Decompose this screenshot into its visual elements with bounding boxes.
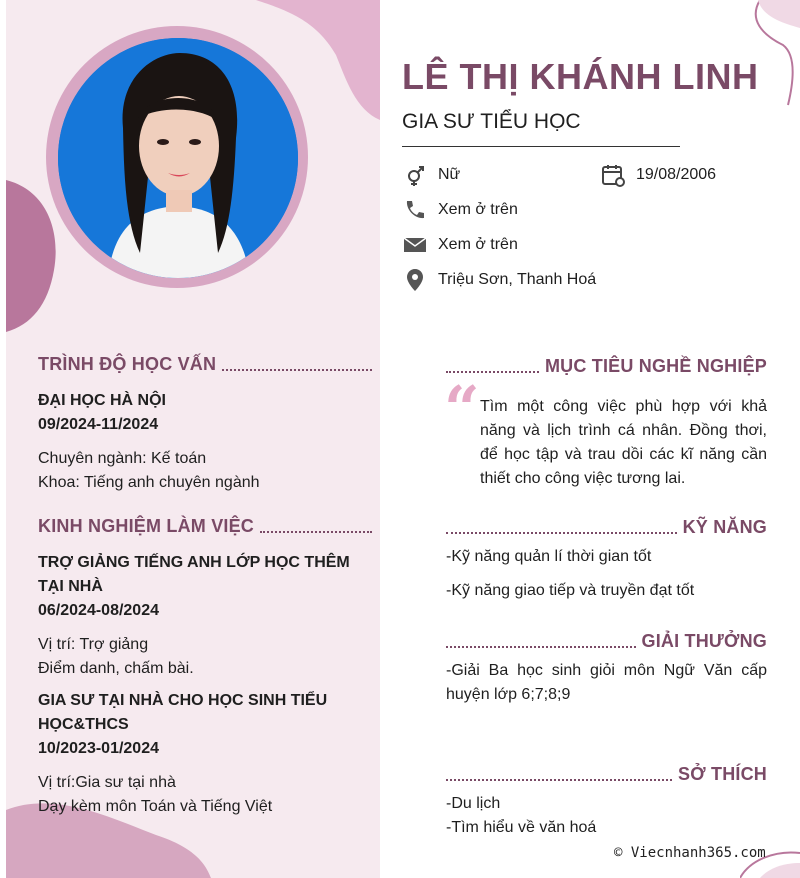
skill-item: -Kỹ năng giao tiếp và truyền đạt tốt — [446, 582, 695, 599]
education-period: 09/2024-11/2024 — [38, 416, 159, 433]
address-row — [402, 267, 596, 293]
divider — [402, 146, 680, 147]
gender-row — [402, 162, 460, 188]
objective-text: Tìm một công việc phù hợp với khả năng và lịch trình cá nhân. Đồng thơi, để học tập và trau dồi các kĩ năng cần thiết cho công việc tương lai. — [480, 398, 767, 487]
job-title: HỌC&THCS — [38, 716, 129, 733]
objective-section-title: MỤC TIÊU NGHỀ NGHIỆP — [446, 356, 767, 377]
education-faculty: Khoa: Tiếng anh chuyên ngành — [38, 474, 260, 491]
dob-row — [600, 162, 716, 188]
awards-section-title: GIẢI THƯỞNG — [446, 631, 767, 652]
job-title: TRỢ GIẢNG TIẾNG ANH LỚP HỌC THÊM — [38, 554, 350, 571]
job-period: 06/2024-08/2024 — [38, 602, 159, 619]
email-value: Xem ở trên — [438, 236, 518, 253]
gender-icon — [402, 162, 428, 188]
education-major: Chuyên ngành: Kế toán — [38, 450, 207, 467]
job-position: Vị trí: Trợ giảng — [38, 636, 149, 653]
calendar-icon — [600, 162, 626, 188]
award-text: -Giải Ba học sinh giỏi môn Ngữ Văn cấp huyện lớp 6;7;8;9 — [446, 662, 767, 703]
avatar — [58, 38, 298, 278]
job-title: GIA SƯ TẠI NHÀ CHO HỌC SINH TIỂU — [38, 692, 328, 709]
candidate-name: LÊ THỊ KHÁNH LINH — [402, 56, 759, 97]
skills-section-title: KỸ NĂNG — [446, 517, 767, 538]
skill-item: -Kỹ năng quản lí thời gian tốt — [446, 548, 652, 565]
quote-mark: “ — [444, 372, 480, 445]
education-school: ĐẠI HỌC HÀ NỘI — [38, 392, 166, 409]
phone-row — [402, 197, 518, 223]
location-pin-icon — [402, 267, 428, 293]
envelope-icon — [402, 232, 428, 258]
phone-icon — [402, 197, 428, 223]
job-duty: Điểm danh, chấm bài. — [38, 660, 194, 677]
hobbies-section-title: SỞ THÍCH — [446, 764, 767, 785]
phone-value: Xem ở trên — [438, 201, 518, 218]
email-row — [402, 232, 518, 258]
address-value: Triệu Sơn, Thanh Hoá — [438, 271, 597, 288]
dob-value: 19/08/2006 — [636, 166, 717, 183]
education-section-title: TRÌNH ĐỘ HỌC VẤN — [38, 354, 372, 375]
hobby-item: -Du lịch — [446, 795, 501, 812]
job-position: Vị trí:Gia sư tại nhà — [38, 774, 176, 791]
footer-watermark: © Viecnhanh365.com — [614, 845, 766, 861]
job-period: 10/2023-01/2024 — [38, 740, 159, 757]
candidate-role: GIA SƯ TIỂU HỌC — [402, 110, 581, 133]
job-title: TẠI NHÀ — [38, 578, 103, 595]
hobby-item: -Tìm hiểu về văn hoá — [446, 819, 597, 836]
gender-value: Nữ — [438, 166, 461, 183]
experience-section-title: KINH NGHIỆM LÀM VIỆC — [38, 516, 372, 537]
job-duty: Dạy kèm môn Toán và Tiếng Việt — [38, 798, 273, 815]
portrait-illustration — [58, 38, 298, 278]
